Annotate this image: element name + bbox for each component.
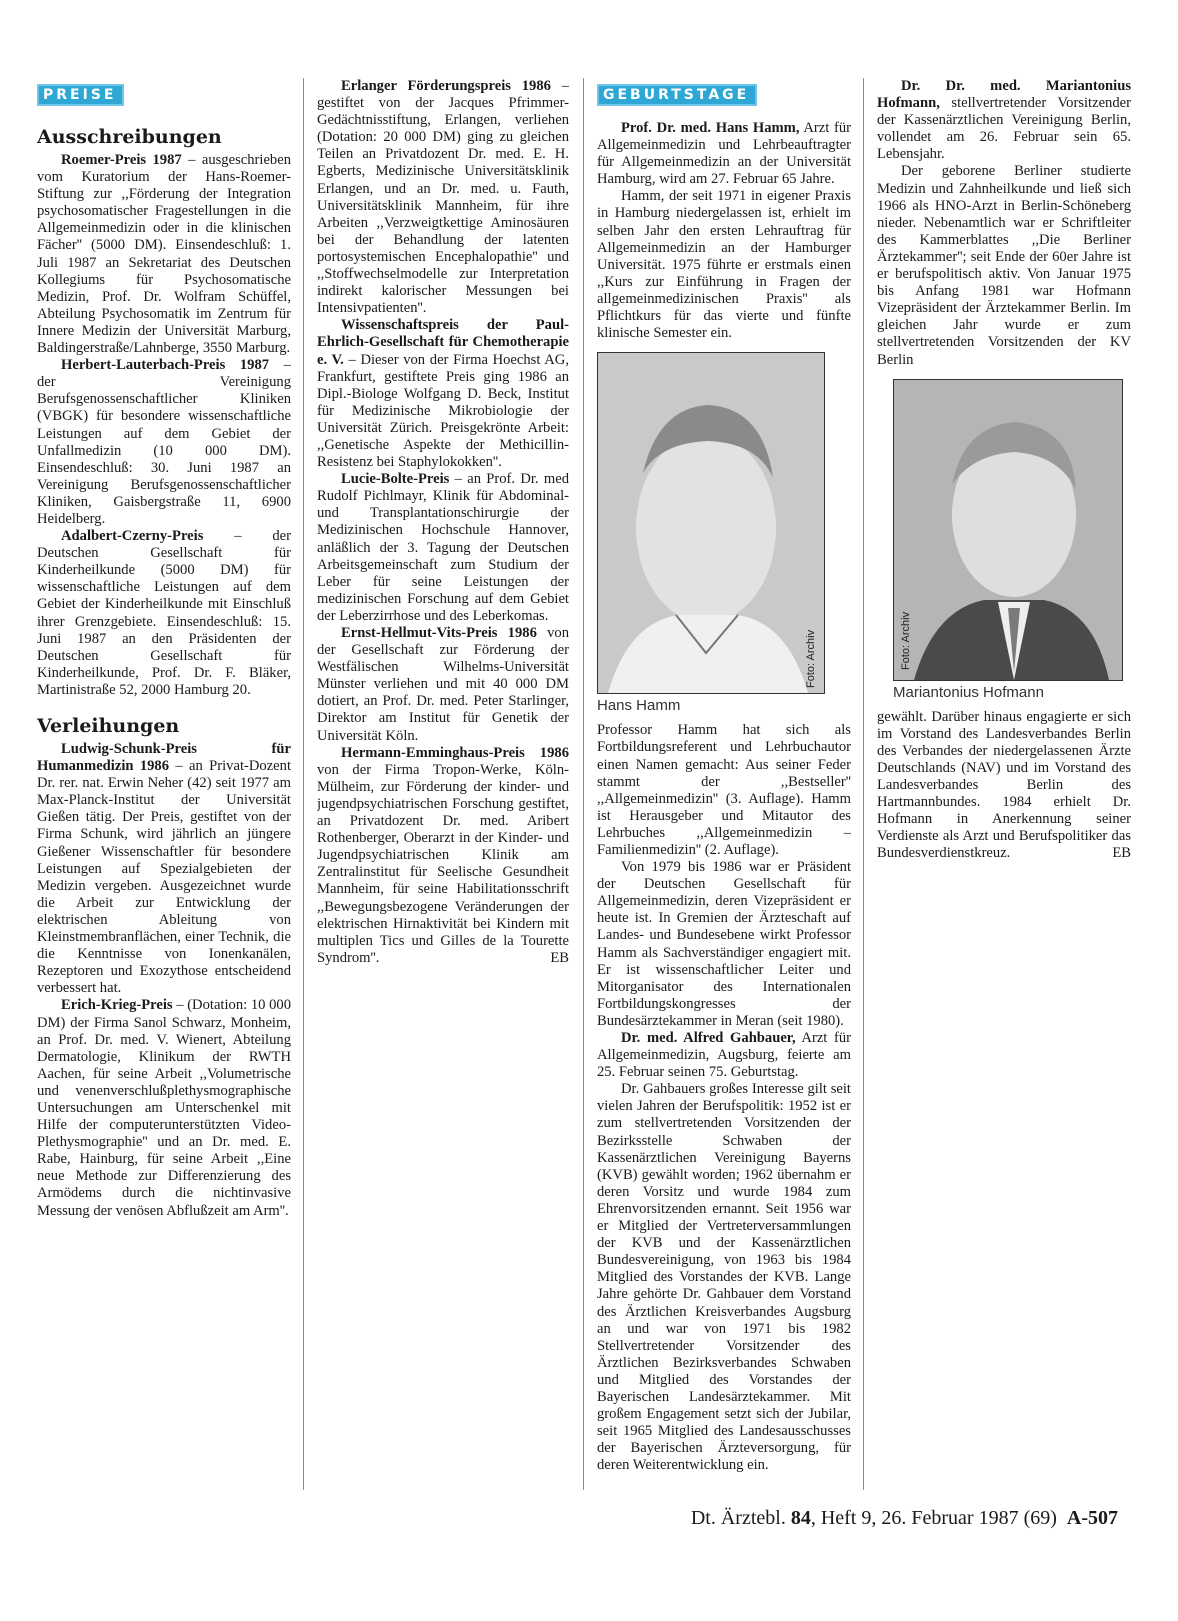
photo-credit: Foto: Archiv (805, 630, 817, 689)
photo-credit: Foto: Archiv (900, 611, 912, 670)
photo-hans-hamm (597, 352, 851, 714)
author-sign: EB (550, 949, 569, 966)
entry-emminghaus-preis: Hermann-Emminghaus-Preis 1986 von der Firma Tropon-Werke, Köln-Mülheim, zur Förderung der kinder- und jugendpsychiatrischen Forschung gestiftet, an Privatdozent Dr. med. Aribert Rothenberger, Oberarzt in der Kinder- und Jugendpsychiatrischen Klinik am Zentralinstitut für Seelische Gesundheit Mannheim, für seine Habilitationsschrift ,,Bewegungsbezogene Veränderungen der elektrischen Hirnaktivität bei Kindern mit multiplen Tics und Gilles de la Tourette Syndrom''. EB (317, 744, 569, 966)
column-rule (303, 78, 304, 1490)
entry-schunk-preis: Ludwig-Schunk-Preis für Humanmedizin 1986 – an Privat-Dozent Dr. rer. nat. Erwin Neher (42) seit 1977 am Max-Planck-Institut der Universität Gießen tätig. Der Preis, gestiftet von der Firma Schunk, wird jährlich an jüngere Gießener Wissenschaftler für besondere Leistungen auf Spezialgebieten der Medizin vergeben. Ausgezeichnet wurde die Arbeit zur Entwicklung der elektrischen Ableitung von Kleinstmembranflächen, einer Technik, die die Kenntnisse von Ionenkanälen, Rezeptoren und Exozythose entscheidend verbessert hat. (37, 741, 291, 997)
entry-hofmann-intro: Dr. Dr. med. Mariantonius Hofmann, stellvertretender Vorsitzender der Kassenärztlichen Vereinigung Berlin, vollendet am 26. Februar sein 65. Lebensjahr. (877, 78, 1131, 163)
journal-volume: 84 (790, 1507, 811, 1529)
column-3 (597, 84, 851, 1489)
entry-vits-preis: Ernst-Hellmut-Vits-Preis 1986 von der Gesellschaft zur Förderung der Westfälischen Wilhelms-Universität Münster verliehen und mit 40 000 DM dotiert, an Prof. Dr. med. Peter Starlinger, Direktor am Institut für Genetik der Universität Köln. (317, 625, 569, 744)
column-2 (317, 78, 569, 1483)
entry-gahbauer-text: Dr. Gahbauers großes Interesse gilt seit vielen Jahren der Berufspolitik: 1952 ist er zum stellvertretenden Vorsitzenden der Bezirksstelle Schwaben der Kassenärztlichen Vereinigung Bayerns (KVB) gewählt worden; 1962 übernahm er deren Vorsitz und wurde 1984 zum Ehrenvorsitzenden ernannt. Seit 1956 war er Mitglied der Vertreterversammlungen der KVB und der Kassenärztlichen Bundesvereinigung, von 1963 bis 1984 Mitglied des Vorstandes der KVB. Lange Jahre gehörte Dr. Gahbauer dem Vorstand des Ärztlichen Kreisverbandes Augsburg an und war von 1971 bis 1982 Stellvertretender Vorsitzender des Ärztlichen Bezirksverbandes Schwaben und Mitglied des Vorstandes der Bayerischen Landesärztekammer. Mit großem Engagement setzt sich der Jubilar, seit 1965 Mitglied des Landesausschusses der Bayerischen Ärzteversorgung, für deren Weiterentwicklung ein. (597, 1081, 851, 1474)
author-sign: EB (1112, 845, 1131, 862)
photo-caption: Mariantonius Hofmann (893, 683, 1044, 701)
entry-roemer-preis: Roemer-Preis 1987 – ausgeschrieben vom Kuratorium der Hans-Roemer-Stiftung zur ,,Förderung der Integration psychosomatischer Fragestellungen in die Allgemeinmedizin oder in die klinischen Fächer'' (5000 DM). Einsendeschluß: 1. Juli 1987 an Sekretariat des Deutschen Kollegiums für Psychosomatische Medizin, Prof. Dr. Wolfram Schüffel, Abteilung Psychosomatik im Zentrum für Innere Medizin der Universität Marburg, Baldingerstraße/Lahnberge, 3550 Marburg. (37, 152, 291, 357)
portrait-drawing (894, 380, 1122, 680)
entry-krieg-preis: Erich-Krieg-Preis – (Dotation: 10 000 DM) der Firma Sanol Schwarz, Monheim, an Prof. Dr. med. V. Wienert, Abteilung Dermatologie, Klinikum der RWTH Aachen, für seine Arbeit ,,Volumetrische und venenverschlußplethysmographische Untersuchungen am Unterschenkel mit Hilfe der computerunterstützten Video-Plethysmographie'' und an Dr. med. E. Rabe, Hainburg, für seine Arbeit ,,Eine neue Methode zur Differenzierung des Armödems durch die nichtinvasive Messung der venösen Abflußzeit am Arm''. (37, 997, 291, 1219)
column-rule (863, 78, 864, 1490)
entry-hofmann-text: Der geborene Berliner studierte Medizin und Zahnheilkunde und ließ sich 1966 als HNO-Arzt in Berlin-Schöneberg nieder. Nebenamtlich war er Schriftleiter des Kammerblattes ,,Die Berliner Ärztekammer''; seit Ende der 60er Jahre ist er berufspolitisch aktiv. Von Januar 1975 bis Anfang 1981 war Hofmann Vizepräsident der Ärztekammer Berlin. Im gleichen Jahr wurde er zum stellvertretenden Vorsitzenden der KV Berlin (877, 163, 1131, 368)
entry-hamm-text-cont: Professor Hamm hat sich als Fortbildungsreferent und Lehrbuchautor einen Namen gemacht: Aus seiner Feder stammt der ,,Bestseller'' ,,Allgemeinmedizin'' (3. Auflage). Hamm ist Herausgeber und Mitautor des Lehrbuches ,,Allgemeinmedizin – Familienmedizin'' (2. Auflage). (597, 722, 851, 858)
column-4 (877, 78, 1131, 1483)
portrait-drawing (598, 353, 824, 693)
entry-hamm-intro: Prof. Dr. med. Hans Hamm, Arzt für Allgemeinmedizin und Lehrbeauftragter für Allgemeinmedizin an der Universität Hamburg, wird am 27. Februar 65 Jahre. (597, 120, 851, 188)
entry-hamm-text-final: Von 1979 bis 1986 war er Präsident der Deutschen Gesellschaft für Allgemeinmedizin, deren Vizepräsident er heute ist. In Gremien der Ärzteschaft auf Landes- und Bundesebene wirkt Professor Hamm als Sachverständiger engagiert mit. Er ist wissenschaftlicher Leiter und Mitorganisator des Internationalen Fortbildungskongresses der Bundesärztekammer in Meran (seit 1980). (597, 859, 851, 1029)
column-1 (37, 84, 291, 1489)
heading-verleihungen: Verleihungen (37, 715, 180, 737)
journal-issue: , Heft 9, 26. Februar 1987 (69) (810, 1507, 1057, 1529)
entry-hamm-text: Hamm, der seit 1971 in eigener Praxis in Hamburg niedergelassen ist, erhielt im selben Jahr den ersten Lehrauftrag für Allgemeinmedizin an der Hamburger Universität. 1975 führte er erstmals einen ,,Kurs zur Einführung in Fragen der allgemeinmedizinischen Praxis'' als Pflichtkurs für das vierte und fünfte klinische Semester ein. (597, 188, 851, 342)
photo-mariantonius-hofmann (877, 379, 1131, 701)
section-tag-preise: PREISE (37, 84, 124, 106)
entry-gahbauer-intro: Dr. med. Alfred Gahbauer, Arzt für Allgemeinmedizin, Augsburg, feierte am 25. Februar seinen 75. Geburtstag. (597, 1030, 851, 1081)
photo-caption: Hans Hamm (597, 697, 681, 715)
entry-hofmann-text-cont: gewählt. Darüber hinaus engagierte er sich im Vorstand des Landesverbandes Berlin des Verbandes der niedergelassenen Ärzte Deutschlands (NAV) und im Vorstand des Landesverbandes Berlin des Hartmannbundes. 1984 erhielt Dr. Hofmann in Anerkennung seiner Verdienste als Arzt und Berufspolitiker das Bundesverdienstkreuz. EB (877, 708, 1131, 862)
column-rule (583, 78, 584, 1490)
entry-lauterbach-preis: Herbert-Lauterbach-Preis 1987 – der Vereinigung Berufsgenossenschaftlicher Kliniken (VBGK) für besondere wissenschaftliche Leistungen auf dem Gebiet der Unfallmedizin (10 000 DM). Einsendeschluß: 30. Juni 1987 an Vereinigung Berufsgenossenschaftlicher Kliniken, Gaisbergstraße 11, 6900 Heidelberg. (37, 357, 291, 527)
entry-erlanger-preis: Erlanger Förderungspreis 1986 – gestiftet von der Jacques Pfrimmer-Gedächtnisstiftung, Erlangen, verliehen (Dotation: 20 000 DM) ging zu gleichen Teilen an Privatdozent Dr. med. E. H. Egberts, Medizinische Universitätsklinik Erlangen, und an Dr. med. u. Fauth, Universitätsklinik Mannheim, für ihre Arbeiten ,,Verzweigtkettige Aminosäuren bei der Behandlung der latenten portosystemischen Encephalopathie'' und ,,Stoffwechselmodelle zur Interpretation indirekt kalorischer Messungen bei Intensivpatienten''. (317, 78, 569, 317)
entry-bolte-preis: Lucie-Bolte-Preis – an Prof. Dr. med Rudolf Pichlmayr, Klinik für Abdominal- und Transplantationschirurgie der Medizinischen Hochschule Hannover, anläßlich der 3. Tagung der Deutschen Arbeitsgemeinschaft zum Studium der Leber für seine Leistungen der medizinischen Forschung auf dem Gebiet der Leberzirrhose und des Leberkomas. (317, 471, 569, 624)
portrait-image (597, 352, 825, 694)
page-number: A-507 (1066, 1507, 1118, 1529)
section-tag-geburtstage: GEBURTSTAGE (597, 84, 757, 106)
journal-name: Dt. Ärztebl. (690, 1507, 791, 1529)
entry-czerny-preis: Adalbert-Czerny-Preis – der Deutschen Gesellschaft für Kinderheilkunde (5000 DM) für wissenschaftliche Leistungen auf dem Gebiet der Kinderheilkunde mit Einschluß ihrer Grenzgebiete. Einsendeschluß: 15. Juni 1987 an den Präsidenten der Deutschen Gesellschaft für Kinderheilkunde, Prof. Dr. F. Bläker, Martinistraße 52, 2000 Hamburg 20. (37, 528, 291, 698)
portrait-image (893, 379, 1123, 681)
heading-ausschreibungen: Ausschreibungen (37, 126, 222, 148)
page-footer (691, 1506, 1118, 1530)
entry-ehrlich-preis: Wissenschaftspreis der Paul-Ehrlich-Gesellschaft für Chemotherapie e. V. – Dieser von der Firma Hoechst AG, Frankfurt, gestiftete Preis ging 1986 an Dipl.-Biologe Wolfgang D. Beck, Institut für Medizinische Mikrobiologie der Universität Zürich. Preisgekrönte Arbeit: ,,Genetische Aspekte der Methicillin-Resistenz bei Staphylokokken''. (317, 317, 569, 471)
